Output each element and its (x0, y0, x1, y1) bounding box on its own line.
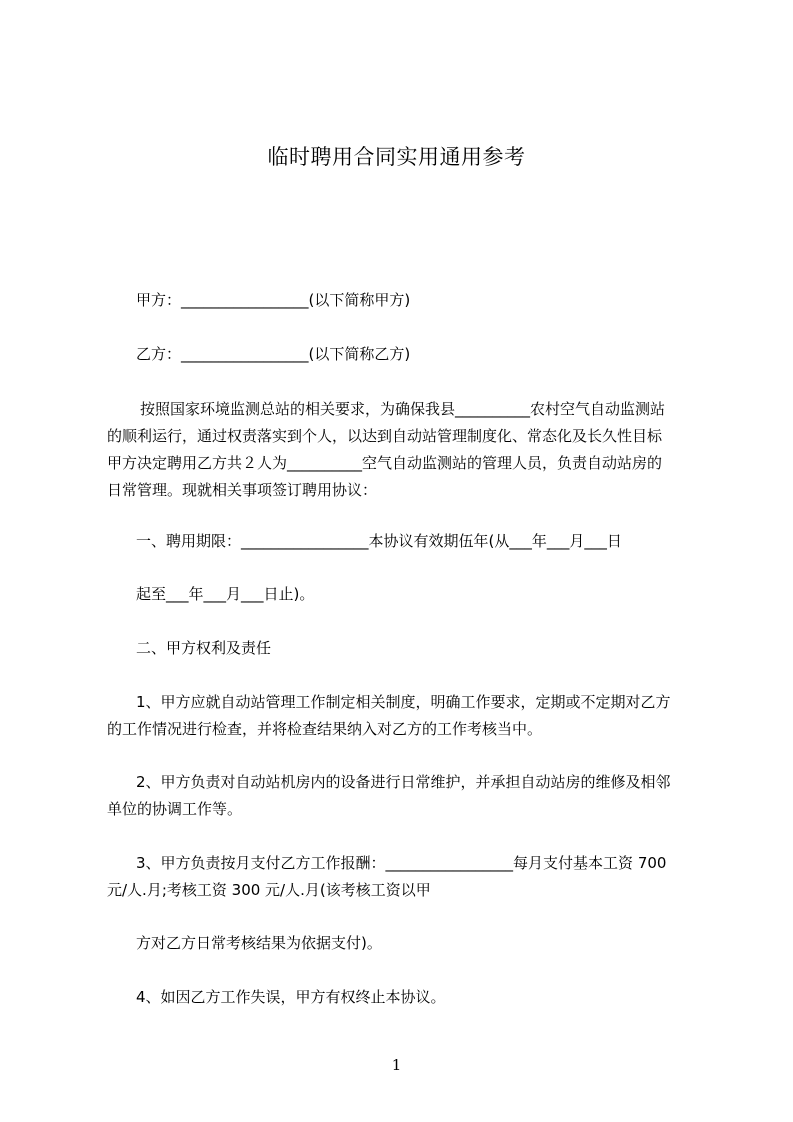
item1-line-2: 的工作情况进行检查，并将检查结果纳入对乙方的工作考核当中。 (107, 720, 543, 738)
page-title: 临时聘用合同实用通用参考 (267, 145, 526, 169)
intro-line-2: 的顺利运行，通过权责落实到个人，以达到自动站管理制度化、常态化及长久性目标 (107, 427, 663, 445)
item2-line-1: 2、甲方负责对自动站机房内的设备进行日常维护，并承担自动站房的维修及相邻 (136, 773, 671, 791)
item2-line-2: 单位的协调工作等。 (107, 800, 243, 818)
intro-line-1: 按照国家环境监测总站的相关要求，为确保我县__________农村空气自动监测站 (140, 400, 666, 418)
page-number: 1 (391, 1056, 402, 1074)
intro-line-3: 甲方决定聘用乙方共２人为__________空气自动监测站的管理人员，负责自动站房的 (107, 454, 663, 472)
intro-line-4: 日常管理。现就相关事项签订聘用协议： (107, 481, 378, 499)
section1-line-2: 起至___年___月___日止)。 (136, 585, 315, 603)
item3-line-1: 3、甲方负责按月支付乙方工作报酬：_________________每月支付基本工资 700 (136, 854, 667, 872)
item4-line: 4、如因乙方工作失误，甲方有权终止本协议。 (136, 988, 446, 1006)
item3-line-2: 元/人.月;考核工资 300 元/人.月(该考核工资以甲 (107, 881, 431, 899)
party-a-line: 甲方：_________________(以下简称甲方) (136, 291, 411, 309)
party-b-line: 乙方：_________________(以下简称乙方) (136, 345, 411, 363)
section1-line-1: 一、聘用期限：_________________本协议有效期伍年(从___年___月___日 (136, 532, 622, 550)
item3-line-3: 方对乙方日常考核结果为依据支付)。 (136, 934, 382, 952)
item1-line-1: 1、甲方应就自动站管理工作制定相关制度，明确工作要求，定期或不定期对乙方 (136, 693, 671, 711)
section2-heading: 二、甲方权利及责任 (136, 639, 272, 657)
